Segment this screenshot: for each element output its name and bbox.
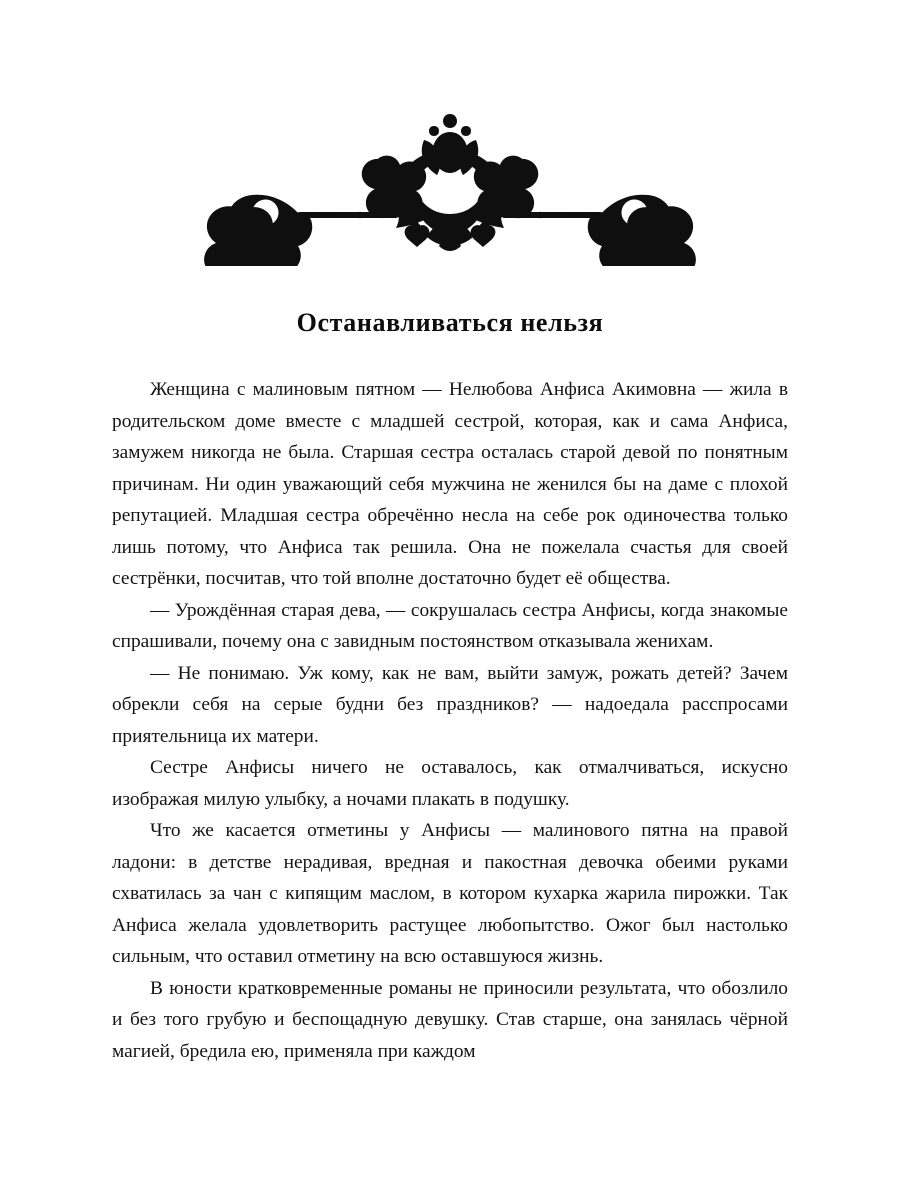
paragraph: В юности кратковременные романы не приносили результата, что обозлило и без того грубую и беспощадную девушку. Став старше, она занялась чёрной магией, бредила ею, применяла при каждом — [112, 977, 788, 1062]
ornament-container — [112, 0, 788, 266]
floral-divider-ornament — [150, 96, 750, 266]
paragraph: — Урождённая старая дева, — сокрушалась сестра Анфисы, когда знакомые спрашивали, почему она с завидным постоянством отказывала женихам. — [112, 599, 788, 652]
paragraph: Женщина с малиновым пятном — Нелюбова Анфиса Акимовна — жила в родительском доме вместе с младшей сестрой, которая, как и сама Анфиса, замужем никогда не была. Старшая сестра осталась старой девой по понятным причинам. Ни один уважающий себя мужчина не женился бы на даме с плохой репутацией. Младшая сестра обречённо несла на себе рок одиночества только лишь потому, что Анфиса так решила. Она не пожелала счастья для своей сестрёнки, посчитав, что той вполне достаточно будет её общества. — [112, 379, 788, 589]
page-title: Останавливаться нельзя — [296, 308, 604, 337]
chapter-body — [112, 374, 788, 1067]
paragraph: — Не понимаю. Уж кому, как не вам, выйти замуж, рожать детей? Зачем обрекли себя на серые будни без праздников? — надоедала расспросами приятельница их матери. — [112, 662, 788, 747]
paragraph: Сестре Анфисы ничего не оставалось, как отмалчиваться, искусно изображая милую улыбку, а ночами плакать в подушку. — [112, 757, 788, 810]
paragraph: Что же касается отметины у Анфисы — малинового пятна на правой ладони: в детстве нерадивая, вредная и пакостная девочка обеими руками схватилась за чан с кипящим маслом, в котором кухарка жарила пирожки. Так Анфиса желала удовлетворить растущее любопытство. Ожог был настолько сильным, что оставил отметину на всю оставшуюся жизнь. — [112, 820, 788, 967]
